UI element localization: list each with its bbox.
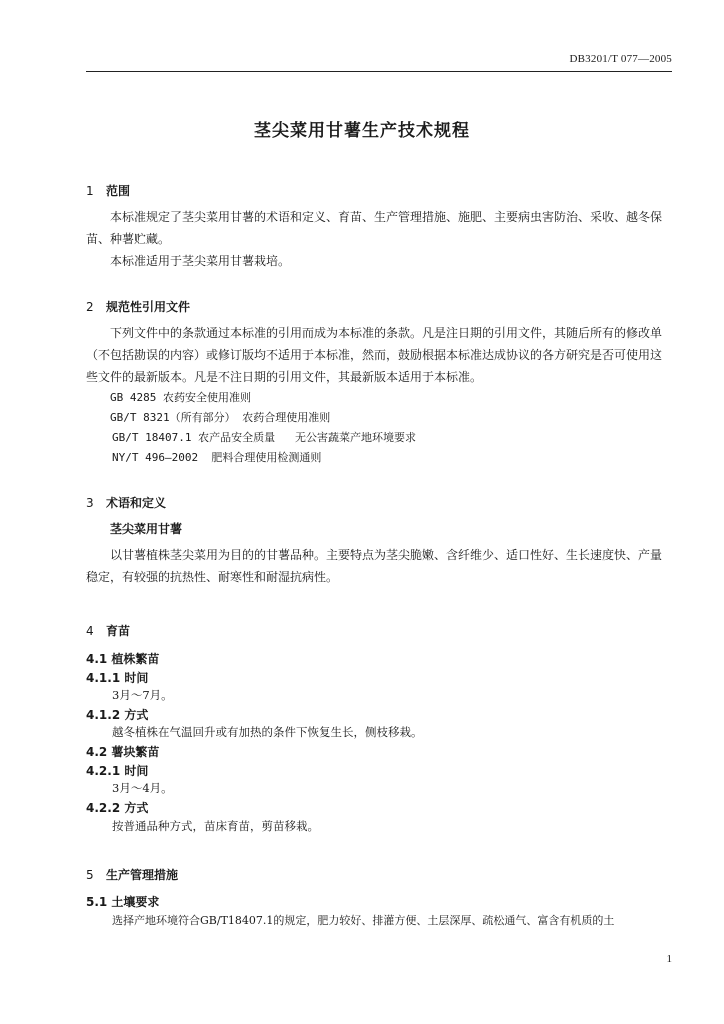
subsection-4-2-2-text: 按普通品种方式，苗床育苗，剪苗移栽。: [112, 819, 319, 833]
subsection-5-1-heading: 5.1 土壤要求: [86, 895, 160, 909]
section-2-paragraph-1: 下列文件中的条款通过本标准的引用而成为本标准的条款。凡是注日期的引用文件，其随后所有的修改单（不包括勘误的内容）或修订版均不适用于本标准，然而，鼓励根据本标准达成协议的各方研究是否可使用这些文件的最新版本。凡是不注日期的引用文件，其最新版本适用于本标准。: [86, 326, 663, 384]
subsection-4-1-1-text: 3月～7月。: [112, 688, 173, 702]
reference-item: GB/T 8321（所有部分） 农药合理使用准则: [110, 411, 331, 424]
section-3-heading: 3 术语和定义: [86, 496, 167, 510]
section-1-paragraph-1: 本标准规定了茎尖菜用甘薯的术语和定义、育苗、生产管理措施、施肥、主要病虫害防治、采收、越冬保苗、种薯贮藏。: [86, 210, 663, 246]
section-1-paragraph-2: 本标准适用于茎尖菜用甘薯栽培。: [110, 254, 291, 268]
reference-item: GB 4285 农药安全使用准则: [110, 391, 251, 404]
section-5-heading: 5 生产管理措施: [86, 868, 179, 882]
subsection-4-1-1-heading: 4.1.1 时间: [86, 671, 149, 685]
document-title: 茎尖菜用甘薯生产技术规程: [254, 121, 470, 141]
section-4-heading: 4 育苗: [86, 624, 131, 638]
subsection-4-1-2-text: 越冬植株在气温回升或有加热的条件下恢复生长，侧枝移栽。: [112, 725, 423, 739]
subsection-4-2-2-heading: 4.2.2 方式: [86, 801, 149, 815]
subsection-4-2-heading: 4.2 薯块繁苗: [86, 745, 160, 759]
page-number: 1: [666, 953, 672, 965]
term-heading: 茎尖菜用甘薯: [110, 522, 183, 536]
subsection-4-2-1-text: 3月～4月。: [112, 781, 173, 795]
subsection-4-1-heading: 4.1 植株繁苗: [86, 652, 160, 666]
section-1-heading: 1 范围: [86, 184, 131, 198]
subsection-4-1-2-heading: 4.1.2 方式: [86, 708, 149, 722]
document-code: DB3201/T 077—2005: [569, 53, 672, 65]
subsection-4-2-1-heading: 4.2.1 时间: [86, 764, 149, 778]
section-2-heading: 2 规范性引用文件: [86, 300, 191, 314]
subsection-5-1-text: 选择产地环境符合GB/T18407.1的规定，肥力较好、排灌方便、土层深厚、疏松通气、富含有机质的土: [112, 914, 615, 927]
term-definition: 以甘薯植株茎尖菜用为目的的甘薯品种。主要特点为茎尖脆嫩、含纤维少、适口性好、生长速度快、产量稳定，有较强的抗热性、耐寒性和耐湿抗病性。: [86, 548, 663, 584]
reference-item: NY/T 496—2002 肥料合理使用检测通则: [112, 451, 322, 464]
reference-item: GB/T 18407.1 农产品安全质量 无公害蔬菜产地环境要求: [112, 431, 416, 444]
header-divider: [86, 71, 672, 72]
